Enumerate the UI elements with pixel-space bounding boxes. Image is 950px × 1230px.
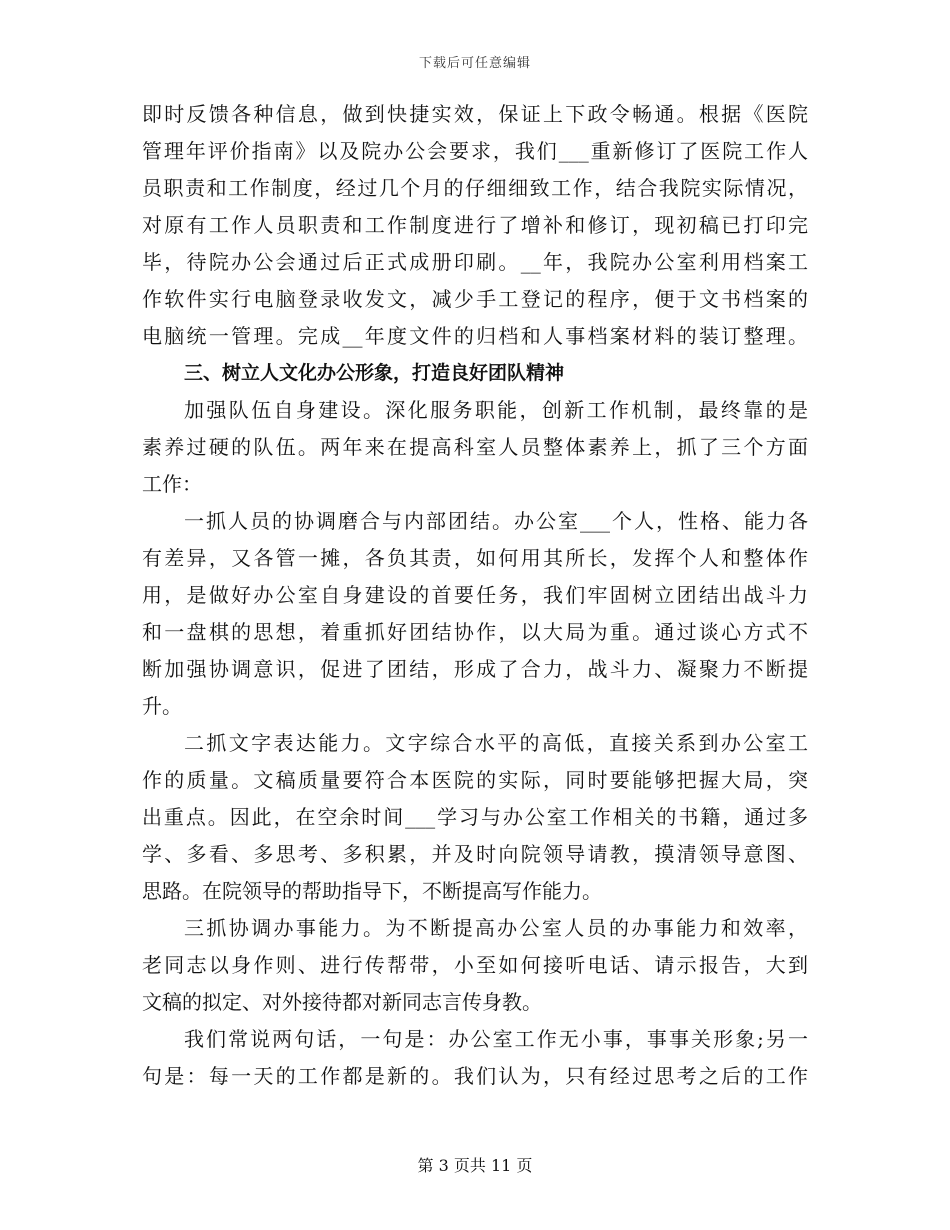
paragraph-line: 作的质量。文稿质量要符合本医院的实际，同时要能够把握大局，突 (142, 768, 808, 792)
paragraph-line: 出重点。因此，在空余时间___学习与办公室工作相关的书籍，通过多 (142, 805, 808, 829)
paragraph-line: 学、多看、多思考、多积累，并及时向院领导请教，摸清领导意图、 (142, 842, 808, 866)
paragraph-line: 毕，待院办公会通过后正式成册印刷。__年，我院办公室利用档案工 (142, 250, 808, 274)
paragraph-line: 管理年评价指南》以及院办公会要求，我们___重新修订了医院工作人 (142, 139, 808, 163)
paragraph-line: 句是：每一天的工作都是新的。我们认为，只有经过思考之后的工作 (142, 1064, 808, 1088)
paragraph-line: 三抓协调办事能力。为不断提高办公室人员的办事能力和效率， (184, 916, 808, 940)
paragraph-line: 加强队伍自身建设。深化服务职能，创新工作机制，最终靠的是 (184, 398, 808, 422)
paragraph-line: 对原有工作人员职责和工作制度进行了增补和修订，现初稿已打印完 (142, 213, 808, 237)
paragraph-line: 断加强协调意识，促进了团结，形成了合力，战斗力、凝聚力不断提 (142, 657, 808, 681)
document-body (142, 96, 808, 1095)
paragraph-line: 电脑统一管理。完成__年度文件的归档和人事档案材料的装订整理。 (142, 324, 808, 348)
section-heading: 三、树立人文化办公形象，打造良好团队精神 (184, 362, 565, 384)
paragraph-line: 用，是做好办公室自身建设的首要任务，我们牢固树立团结出战斗力 (142, 583, 808, 607)
paragraph-line: 素养过硬的队伍。两年来在提高科室人员整体素养上，抓了三个方面 (142, 435, 808, 459)
paragraph-line: 作软件实行电脑登录收发文，减少手工登记的程序，便于文书档案的 (142, 287, 808, 311)
paragraph-line: 有差异，又各管一摊，各负其责，如何用其所长，发挥个人和整体作 (142, 546, 808, 570)
paragraph-line: 老同志以身作则、进行传帮带，小至如何接听电话、请示报告，大到 (142, 953, 808, 977)
paragraph-line: 工作： (142, 472, 202, 496)
paragraph-line: 即时反馈各种信息，做到快捷实效，保证上下政令畅通。根据《医院 (142, 102, 808, 126)
paragraph-line: 我们常说两句话，一句是：办公室工作无小事，事事关形象;另一 (184, 1027, 808, 1051)
paragraph-line: 思路。在院领导的帮助指导下，不断提高写作能力。 (142, 879, 602, 903)
paragraph-line: 升。 (142, 694, 182, 718)
paragraph-line: 二抓文字表达能力。文字综合水平的高低，直接关系到办公室工 (184, 731, 808, 755)
paragraph-line: 和一盘棋的思想，着重抓好团结协作，以大局为重。通过谈心方式不 (142, 620, 808, 644)
paragraph-line: 员职责和工作制度，经过几个月的仔细细致工作，结合我院实际情况， (142, 176, 808, 200)
page-header: 下载后可任意编辑 (418, 56, 531, 71)
paragraph-line: 一抓人员的协调磨合与内部团结。办公室___个人，性格、能力各 (184, 509, 808, 533)
paragraph-line: 文稿的拟定、对外接待都对新同志言传身教。 (142, 990, 542, 1014)
page-number: 第 3 页共 11 页 (417, 1156, 533, 1175)
